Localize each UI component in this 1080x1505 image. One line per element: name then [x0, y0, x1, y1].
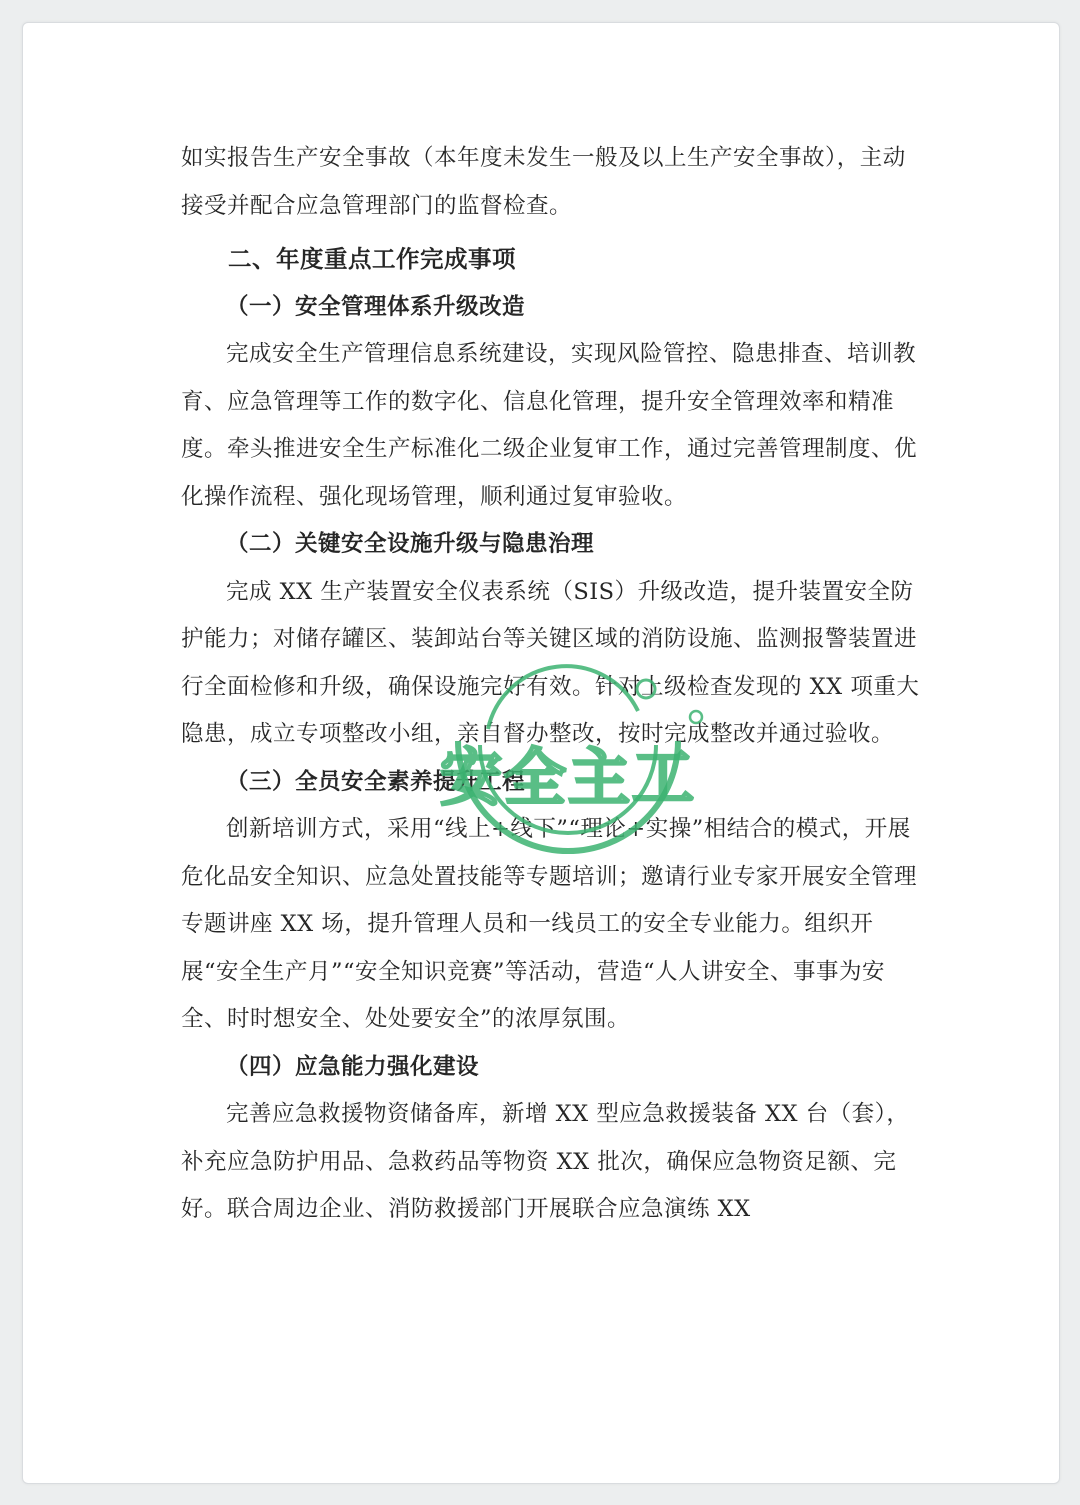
watermark-text: 安全主工	[439, 741, 697, 814]
section-title: 二、年度重点工作完成事项	[228, 245, 516, 273]
paragraph-4: 完善应急救援物资储备库，新增 XX 型应急救援装备 XX 台（套），补充应急防护用品、急救药品等物资 XX 批次，确保应急物资足额、完好。联合周边企业、消防救援部门开展联合应急演练 XX	[181, 1101, 910, 1222]
paragraph-2: 完成 XX 生产装置安全仪表系统（SIS）升级改造，提升装置安全防护能力；对储存罐区、装卸站台等关键区域的消防设施、监测报警装置进行全面检修和升级，确保设施完好有效。针对上级检查发现的 XX 项重大隐患，成立专项整改小组，亲自督办整改，按时完成整改并通过验收。	[181, 578, 920, 747]
subsection-title-2: （二）关键安全设施升级与隐患治理	[226, 531, 595, 557]
subsection-title-3: （三）全员安全素养提升工程	[226, 768, 526, 795]
paragraph-3: 创新培训方式，采用“线上+线下”“理论+实操”相结合的模式，开展危化品安全知识、应急处置技能等专题培训；邀请行业专家开展安全管理专题讲座 XX 场，提升管理人员和一线员工的安全专业能力。组织开展“安全生产月”“安全知识竞赛”等活动，营造“人人讲安全、事事为安全、时时想安全、处处要安全”的浓厚氛围。	[181, 816, 918, 1032]
paragraph-1: 完成安全生产管理信息系统建设，实现风险管控、隐患排查、培训教育、应急管理等工作的数字化、信息化管理，提升安全管理效率和精准度。牵头推进安全生产标准化二级企业复审工作，通过完善管理制度、优化操作流程、强化现场管理，顺利通过复审验收。	[181, 341, 918, 510]
subsection-title-4: （四）应急能力强化建设	[226, 1053, 480, 1080]
paragraph-intro: 如实报告生产安全事故（本年度未发生一般及以上生产安全事故），主动接受并配合应急管理部门的监督检查。	[181, 145, 906, 219]
document-body	[181, 135, 921, 1234]
subsection-title-1: （一）安全管理体系升级改造	[226, 293, 526, 320]
document-page	[22, 22, 1060, 1484]
